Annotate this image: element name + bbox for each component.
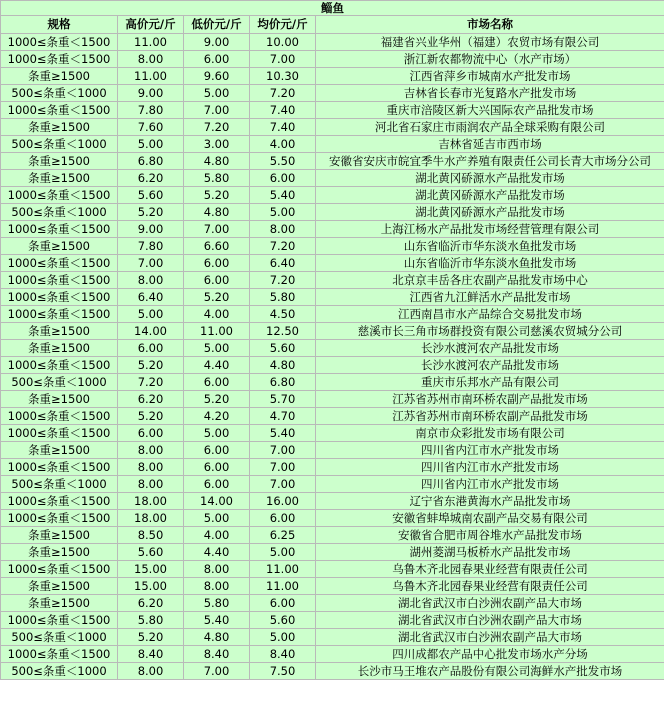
cell-avg-price: 5.80 xyxy=(250,289,316,306)
cell-spec: 500≤条重＜1000 xyxy=(1,663,118,680)
cell-avg-price: 6.00 xyxy=(250,170,316,187)
cell-market: 湖北黄冈硚源水产品批发市场 xyxy=(316,204,664,221)
cell-avg-price: 7.40 xyxy=(250,119,316,136)
table-row xyxy=(1,476,664,493)
cell-market: 湖北黄冈硚源水产品批发市场 xyxy=(316,187,664,204)
cell-spec: 1000≤条重＜1500 xyxy=(1,612,118,629)
cell-low-price: 4.00 xyxy=(184,306,250,323)
cell-spec: 500≤条重＜1000 xyxy=(1,629,118,646)
cell-high-price: 15.00 xyxy=(118,578,184,595)
table-row xyxy=(1,561,664,578)
table-body xyxy=(1,34,664,680)
table-row xyxy=(1,51,664,68)
cell-avg-price: 7.20 xyxy=(250,272,316,289)
cell-market: 湖北黄冈硚源水产品批发市场 xyxy=(316,170,664,187)
cell-spec: 1000≤条重＜1500 xyxy=(1,187,118,204)
cell-spec: 条重≥1500 xyxy=(1,578,118,595)
cell-high-price: 6.00 xyxy=(118,340,184,357)
cell-avg-price: 5.40 xyxy=(250,187,316,204)
cell-avg-price: 11.00 xyxy=(250,561,316,578)
cell-market: 山东省临沂市华东淡水鱼批发市场 xyxy=(316,255,664,272)
cell-market: 湖北省武汉市白沙洲农副产品大市场 xyxy=(316,612,664,629)
cell-high-price: 5.20 xyxy=(118,408,184,425)
table-row xyxy=(1,629,664,646)
cell-high-price: 6.20 xyxy=(118,595,184,612)
cell-spec: 条重≥1500 xyxy=(1,170,118,187)
cell-avg-price: 7.40 xyxy=(250,102,316,119)
cell-low-price: 4.80 xyxy=(184,629,250,646)
table-row xyxy=(1,289,664,306)
cell-low-price: 4.80 xyxy=(184,153,250,170)
cell-spec: 条重≥1500 xyxy=(1,119,118,136)
cell-spec: 条重≥1500 xyxy=(1,238,118,255)
cell-low-price: 5.00 xyxy=(184,425,250,442)
cell-low-price: 5.20 xyxy=(184,187,250,204)
cell-spec: 1000≤条重＜1500 xyxy=(1,561,118,578)
cell-avg-price: 6.40 xyxy=(250,255,316,272)
header-spec: 规格 xyxy=(1,16,118,34)
table-row xyxy=(1,85,664,102)
cell-low-price: 6.00 xyxy=(184,476,250,493)
cell-avg-price: 12.50 xyxy=(250,323,316,340)
cell-market: 长沙市马王堆农产品股份有限公司海鲜水产批发市场 xyxy=(316,663,664,680)
cell-high-price: 8.00 xyxy=(118,442,184,459)
cell-avg-price: 7.00 xyxy=(250,459,316,476)
cell-avg-price: 7.20 xyxy=(250,238,316,255)
cell-spec: 条重≥1500 xyxy=(1,391,118,408)
cell-spec: 500≤条重＜1000 xyxy=(1,204,118,221)
cell-market: 江西省萍乡市城南水产批发市场 xyxy=(316,68,664,85)
table-row xyxy=(1,255,664,272)
table-row xyxy=(1,119,664,136)
cell-high-price: 5.20 xyxy=(118,629,184,646)
cell-avg-price: 5.00 xyxy=(250,204,316,221)
table-row xyxy=(1,221,664,238)
cell-high-price: 6.20 xyxy=(118,170,184,187)
table-row xyxy=(1,408,664,425)
cell-low-price: 5.80 xyxy=(184,595,250,612)
cell-market: 江苏省苏州市南环桥农副产品批发市场 xyxy=(316,408,664,425)
cell-market: 浙江新农都物流中心（水产市场） xyxy=(316,51,664,68)
cell-avg-price: 5.00 xyxy=(250,544,316,561)
header-low-price: 低价元/斤 xyxy=(184,16,250,34)
cell-low-price: 8.00 xyxy=(184,561,250,578)
cell-market: 安徽省安庆市皖宜季牛水产养殖有限责任公司长青大市场分公司 xyxy=(316,153,664,170)
cell-market: 慈溪市长三角市场群投资有限公司慈溪农贸城分公司 xyxy=(316,323,664,340)
cell-spec: 1000≤条重＜1500 xyxy=(1,289,118,306)
cell-spec: 条重≥1500 xyxy=(1,595,118,612)
cell-market: 四川成都农产品中心批发市场水产分场 xyxy=(316,646,664,663)
cell-spec: 500≤条重＜1000 xyxy=(1,136,118,153)
cell-market: 长沙水渡河农产品批发市场 xyxy=(316,357,664,374)
cell-market: 福建省兴业华州（福建）农贸市场有限公司 xyxy=(316,34,664,51)
table-row xyxy=(1,646,664,663)
cell-market: 山东省临沂市华东淡水鱼批发市场 xyxy=(316,238,664,255)
cell-low-price: 8.40 xyxy=(184,646,250,663)
cell-spec: 1000≤条重＜1500 xyxy=(1,221,118,238)
cell-high-price: 5.20 xyxy=(118,204,184,221)
cell-market: 乌鲁木齐北园春果业经营有限责任公司 xyxy=(316,578,664,595)
table-row xyxy=(1,510,664,527)
cell-market: 四川省内江市水产批发市场 xyxy=(316,442,664,459)
cell-high-price: 8.00 xyxy=(118,476,184,493)
cell-high-price: 6.00 xyxy=(118,425,184,442)
cell-low-price: 7.00 xyxy=(184,663,250,680)
cell-spec: 条重≥1500 xyxy=(1,340,118,357)
cell-spec: 条重≥1500 xyxy=(1,68,118,85)
cell-spec: 1000≤条重＜1500 xyxy=(1,306,118,323)
cell-spec: 1000≤条重＜1500 xyxy=(1,102,118,119)
cell-low-price: 7.20 xyxy=(184,119,250,136)
title-row xyxy=(1,1,664,16)
cell-low-price: 5.00 xyxy=(184,340,250,357)
table-row xyxy=(1,340,664,357)
cell-avg-price: 5.60 xyxy=(250,340,316,357)
cell-avg-price: 10.30 xyxy=(250,68,316,85)
cell-spec: 条重≥1500 xyxy=(1,323,118,340)
table-row xyxy=(1,578,664,595)
table-row xyxy=(1,595,664,612)
table-row xyxy=(1,374,664,391)
cell-low-price: 4.20 xyxy=(184,408,250,425)
cell-high-price: 5.20 xyxy=(118,357,184,374)
cell-low-price: 8.00 xyxy=(184,578,250,595)
cell-market: 江苏省苏州市南环桥农副产品批发市场 xyxy=(316,391,664,408)
cell-high-price: 6.80 xyxy=(118,153,184,170)
cell-spec: 1000≤条重＜1500 xyxy=(1,408,118,425)
cell-low-price: 5.00 xyxy=(184,510,250,527)
cell-high-price: 11.00 xyxy=(118,34,184,51)
cell-avg-price: 5.00 xyxy=(250,629,316,646)
cell-market: 湖州菱湖马板桥水产品批发市场 xyxy=(316,544,664,561)
cell-high-price: 5.00 xyxy=(118,136,184,153)
cell-high-price: 5.00 xyxy=(118,306,184,323)
table-row xyxy=(1,527,664,544)
table-row xyxy=(1,493,664,510)
cell-high-price: 5.60 xyxy=(118,544,184,561)
cell-spec: 1000≤条重＜1500 xyxy=(1,51,118,68)
cell-high-price: 6.40 xyxy=(118,289,184,306)
table-row xyxy=(1,306,664,323)
cell-spec: 1000≤条重＜1500 xyxy=(1,510,118,527)
cell-high-price: 7.80 xyxy=(118,238,184,255)
cell-spec: 500≤条重＜1000 xyxy=(1,85,118,102)
cell-high-price: 7.20 xyxy=(118,374,184,391)
cell-low-price: 6.00 xyxy=(184,459,250,476)
cell-market: 重庆市乐邦水产品有限公司 xyxy=(316,374,664,391)
cell-avg-price: 7.20 xyxy=(250,85,316,102)
cell-high-price: 7.00 xyxy=(118,255,184,272)
table-row xyxy=(1,170,664,187)
table-row xyxy=(1,102,664,119)
cell-market: 重庆市涪陵区新大兴国际农产品批发市场 xyxy=(316,102,664,119)
cell-avg-price: 8.00 xyxy=(250,221,316,238)
cell-spec: 500≤条重＜1000 xyxy=(1,374,118,391)
sheet-title: 鲻鱼 xyxy=(1,1,664,16)
cell-spec: 1000≤条重＜1500 xyxy=(1,493,118,510)
cell-avg-price: 6.25 xyxy=(250,527,316,544)
cell-spec: 条重≥1500 xyxy=(1,527,118,544)
table-row xyxy=(1,34,664,51)
cell-low-price: 4.00 xyxy=(184,527,250,544)
cell-low-price: 6.00 xyxy=(184,442,250,459)
cell-high-price: 8.00 xyxy=(118,663,184,680)
cell-avg-price: 5.60 xyxy=(250,612,316,629)
cell-low-price: 6.00 xyxy=(184,51,250,68)
cell-high-price: 5.80 xyxy=(118,612,184,629)
cell-spec: 1000≤条重＜1500 xyxy=(1,459,118,476)
cell-low-price: 6.00 xyxy=(184,255,250,272)
cell-high-price: 5.60 xyxy=(118,187,184,204)
cell-low-price: 6.00 xyxy=(184,374,250,391)
cell-low-price: 5.00 xyxy=(184,85,250,102)
cell-high-price: 8.00 xyxy=(118,51,184,68)
cell-market: 吉林省长春市光复路水产批发市场 xyxy=(316,85,664,102)
cell-low-price: 4.40 xyxy=(184,544,250,561)
cell-spec: 1000≤条重＜1500 xyxy=(1,34,118,51)
cell-market: 辽宁省东港黄海水产品批发市场 xyxy=(316,493,664,510)
cell-high-price: 7.80 xyxy=(118,102,184,119)
cell-low-price: 5.40 xyxy=(184,612,250,629)
cell-avg-price: 8.40 xyxy=(250,646,316,663)
cell-spec: 条重≥1500 xyxy=(1,544,118,561)
cell-market: 长沙水渡河农产品批发市场 xyxy=(316,340,664,357)
cell-high-price: 18.00 xyxy=(118,493,184,510)
cell-low-price: 5.80 xyxy=(184,170,250,187)
cell-avg-price: 4.80 xyxy=(250,357,316,374)
cell-avg-price: 4.50 xyxy=(250,306,316,323)
cell-market: 吉林省延吉市西市场 xyxy=(316,136,664,153)
cell-low-price: 11.00 xyxy=(184,323,250,340)
cell-market: 江西南昌市水产品综合交易批发市场 xyxy=(316,306,664,323)
cell-high-price: 18.00 xyxy=(118,510,184,527)
table-row xyxy=(1,459,664,476)
cell-avg-price: 6.00 xyxy=(250,595,316,612)
cell-low-price: 9.00 xyxy=(184,34,250,51)
header-row xyxy=(1,16,664,34)
cell-market: 乌鲁木齐北园春果业经营有限责任公司 xyxy=(316,561,664,578)
cell-spec: 条重≥1500 xyxy=(1,442,118,459)
cell-avg-price: 7.00 xyxy=(250,51,316,68)
cell-avg-price: 7.00 xyxy=(250,476,316,493)
header-market: 市场名称 xyxy=(316,16,664,34)
cell-high-price: 8.40 xyxy=(118,646,184,663)
cell-high-price: 8.00 xyxy=(118,272,184,289)
cell-low-price: 14.00 xyxy=(184,493,250,510)
cell-high-price: 9.00 xyxy=(118,221,184,238)
cell-high-price: 9.00 xyxy=(118,85,184,102)
cell-avg-price: 5.70 xyxy=(250,391,316,408)
cell-low-price: 4.40 xyxy=(184,357,250,374)
cell-avg-price: 7.00 xyxy=(250,442,316,459)
cell-market: 四川省内江市水产批发市场 xyxy=(316,476,664,493)
cell-high-price: 11.00 xyxy=(118,68,184,85)
table-row xyxy=(1,153,664,170)
cell-low-price: 9.60 xyxy=(184,68,250,85)
cell-avg-price: 5.40 xyxy=(250,425,316,442)
cell-low-price: 3.00 xyxy=(184,136,250,153)
cell-spec: 1000≤条重＜1500 xyxy=(1,646,118,663)
cell-avg-price: 10.00 xyxy=(250,34,316,51)
cell-market: 南京市众彩批发市场有限公司 xyxy=(316,425,664,442)
cell-avg-price: 4.70 xyxy=(250,408,316,425)
cell-market: 安徽省合肥市周谷堆水产品批发市场 xyxy=(316,527,664,544)
table-row xyxy=(1,204,664,221)
cell-low-price: 5.20 xyxy=(184,289,250,306)
cell-market: 安徽省蚌埠城南农副产品交易有限公司 xyxy=(316,510,664,527)
table-row xyxy=(1,442,664,459)
cell-avg-price: 16.00 xyxy=(250,493,316,510)
cell-spec: 条重≥1500 xyxy=(1,153,118,170)
cell-spec: 1000≤条重＜1500 xyxy=(1,425,118,442)
table-row xyxy=(1,663,664,680)
table-row xyxy=(1,425,664,442)
cell-avg-price: 6.00 xyxy=(250,510,316,527)
cell-avg-price: 7.50 xyxy=(250,663,316,680)
cell-market: 四川省内江市水产批发市场 xyxy=(316,459,664,476)
cell-high-price: 8.50 xyxy=(118,527,184,544)
cell-low-price: 7.00 xyxy=(184,102,250,119)
cell-avg-price: 5.50 xyxy=(250,153,316,170)
header-avg-price: 均价元/斤 xyxy=(250,16,316,34)
cell-low-price: 4.80 xyxy=(184,204,250,221)
cell-low-price: 7.00 xyxy=(184,221,250,238)
cell-low-price: 5.20 xyxy=(184,391,250,408)
table-row xyxy=(1,272,664,289)
cell-high-price: 7.60 xyxy=(118,119,184,136)
cell-spec: 1000≤条重＜1500 xyxy=(1,357,118,374)
cell-market: 湖北省武汉市白沙洲农副产品大市场 xyxy=(316,595,664,612)
cell-market: 湖北省武汉市白沙洲农副产品大市场 xyxy=(316,629,664,646)
table-row xyxy=(1,357,664,374)
cell-avg-price: 4.00 xyxy=(250,136,316,153)
cell-market: 江西省九江鲜活水产品批发市场 xyxy=(316,289,664,306)
cell-high-price: 6.20 xyxy=(118,391,184,408)
cell-spec: 1000≤条重＜1500 xyxy=(1,272,118,289)
table-row xyxy=(1,187,664,204)
cell-avg-price: 11.00 xyxy=(250,578,316,595)
table-row xyxy=(1,323,664,340)
cell-market: 河北省石家庄市雨润农产品全球采购有限公司 xyxy=(316,119,664,136)
cell-spec: 500≤条重＜1000 xyxy=(1,476,118,493)
cell-spec: 1000≤条重＜1500 xyxy=(1,255,118,272)
table-row xyxy=(1,391,664,408)
table-row xyxy=(1,136,664,153)
cell-high-price: 8.00 xyxy=(118,459,184,476)
cell-market: 上海江杨水产品批发市场经营管理有限公司 xyxy=(316,221,664,238)
table-row xyxy=(1,544,664,561)
table-row xyxy=(1,238,664,255)
cell-market: 北京京丰岳各庄农副产品批发市场中心 xyxy=(316,272,664,289)
cell-low-price: 6.60 xyxy=(184,238,250,255)
header-high-price: 高价元/斤 xyxy=(118,16,184,34)
cell-low-price: 6.00 xyxy=(184,272,250,289)
table-row xyxy=(1,612,664,629)
cell-avg-price: 6.80 xyxy=(250,374,316,391)
cell-high-price: 15.00 xyxy=(118,561,184,578)
table-row xyxy=(1,68,664,85)
cell-high-price: 14.00 xyxy=(118,323,184,340)
